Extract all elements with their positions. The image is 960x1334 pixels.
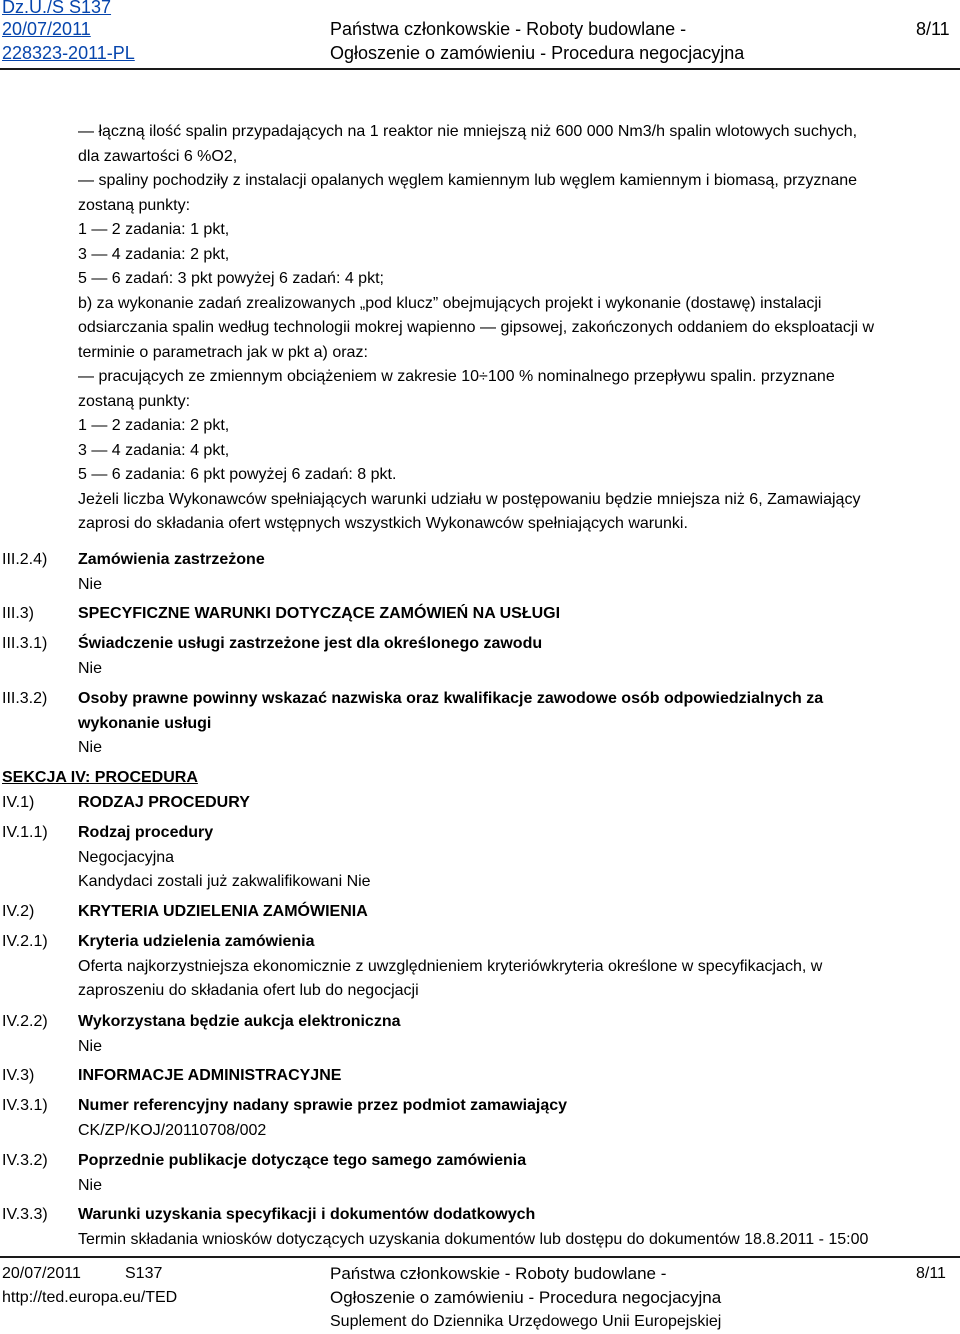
footer-page-number: 8/11 xyxy=(916,1265,946,1282)
section-value: Nie xyxy=(78,1176,103,1194)
section-heading: Kryteria udzielenia zamówienia xyxy=(78,933,315,950)
section-value: Nie xyxy=(78,1037,103,1055)
body-line: 1 — 2 zadania: 2 pkt, xyxy=(78,417,230,434)
footer-title-line2: Ogłoszenie o zamówieniu - Procedura negocjacyjna xyxy=(330,1288,722,1307)
section-heading: Warunki uzyskania specyfikacji i dokumentów dodatkowych xyxy=(78,1206,536,1223)
section-IV-2-2 xyxy=(78,1010,950,1059)
section-heading: Rodzaj procedury xyxy=(78,824,214,841)
section-IV-3-3 xyxy=(78,1203,950,1252)
section-IV-1-1 xyxy=(78,821,950,895)
body-line: terminie o parametrach jak w pkt a) oraz: xyxy=(78,343,368,361)
section-value: Nie xyxy=(78,659,103,677)
header-rule xyxy=(0,68,960,70)
body-line: 3 — 4 zadania: 4 pkt, xyxy=(78,441,230,459)
header-title-line2: Ogłoszenie o zamówieniu - Procedura negocjacyjna xyxy=(330,43,745,63)
section-label-IV-3-2: IV.3.2) xyxy=(2,1152,48,1169)
footer-title-line1: Państwa członkowskie - Roboty budowlane - xyxy=(330,1264,667,1283)
body-line: odsiarczania spalin według technologii mokrej wapienno — gipsowej, zakończonych oddaniem do eksploatacji w xyxy=(78,319,875,336)
criteria-text-block xyxy=(78,120,950,537)
footer-rule xyxy=(0,1256,960,1258)
header-title-line1: Państwa członkowskie - Roboty budowlane - xyxy=(330,19,687,39)
section-heading: Osoby prawne powinny wskazać nazwiska oraz kwalifikacje zawodowe osób odpowiedzialnych za xyxy=(78,690,824,707)
section-value: CK/ZP/KOJ/20110708/002 xyxy=(78,1121,267,1139)
section-label-III-3-1: III.3.1) xyxy=(2,635,48,652)
section-heading-III-3: SPECYFICZNE WARUNKI DOTYCZĄCE ZAMÓWIEŃ NA USŁUGI xyxy=(78,605,561,622)
section-heading: wykonanie usługi xyxy=(78,714,212,732)
body-line: — pracujących ze zmiennym obciążeniem w zakresie 10÷100 % nominalnego przepływu spalin. przyznane xyxy=(78,368,835,385)
section-value: Negocjacyjna xyxy=(78,848,175,866)
section-heading-IV-3: INFORMACJE ADMINISTRACYJNE xyxy=(78,1067,342,1084)
section-III-3-2 xyxy=(78,687,950,761)
section-heading: Zamówienia zastrzeżone xyxy=(78,551,265,568)
body-line: zaprosi do składania ofert wstępnych wszystkich Wykonawców spełniających warunki. xyxy=(78,515,688,532)
section-IV-3-2 xyxy=(78,1149,950,1198)
body-line: b) za wykonanie zadań zrealizowanych „pod klucz” obejmujących projekt i wykonanie (dostawę) instalacji xyxy=(78,294,822,312)
footer-supplement: Suplement do Dziennika Urzędowego Unii Europejskiej xyxy=(330,1313,722,1330)
footer-date: 20/07/2011 xyxy=(2,1265,81,1282)
section-label-IV-2-2: IV.2.2) xyxy=(2,1013,48,1030)
body-line: zostaną punkty: xyxy=(78,196,191,214)
body-line: — spaliny pochodziły z instalacji opalanych węglem kamiennym lub węglem kamiennym i biomasą, przyznane xyxy=(78,172,858,189)
section-III-3-1 xyxy=(78,632,950,681)
section-IV-2-1 xyxy=(78,930,950,1004)
section-extra: Kandydaci zostali już zakwalifikowani Nie xyxy=(78,873,371,890)
section-heading-IV-1: RODZAJ PROCEDURY xyxy=(78,794,250,811)
section-label-IV-3-3: IV.3.3) xyxy=(2,1206,48,1223)
footer-url-link[interactable]: http://ted.europa.eu/TED xyxy=(2,1289,178,1306)
body-line: 5 — 6 zadań: 3 pkt powyżej 6 zadań: 4 pkt; xyxy=(78,270,384,287)
body-line: 5 — 6 zadania: 6 pkt powyżej 6 zadań: 8 pkt. xyxy=(78,466,397,483)
section-label-IV-2: IV.2) xyxy=(2,903,35,920)
section-label-IV-1: IV.1) xyxy=(2,794,35,811)
notice-number-link[interactable]: 228323-2011-PL xyxy=(2,43,135,63)
section-label-III-3-2: III.3.2) xyxy=(2,690,48,707)
section-IV-3-1 xyxy=(78,1094,950,1143)
section-value: Termin składania wniosków dotyczących uzyskania dokumentów lub dostępu do dokumentów 18.8.2011 - 15:00 xyxy=(78,1230,869,1248)
section-value: zaproszeniu do składania ofert lub do negocjacji xyxy=(78,982,419,999)
section-heading: Poprzednie publikacje dotyczące tego samego zamówienia xyxy=(78,1152,527,1169)
body-line: Jeżeli liczba Wykonawców spełniających warunki udziału w postępowaniu będzie mniejsza niż 6, Zamawiający xyxy=(78,490,861,508)
section-III-2-4 xyxy=(78,548,950,597)
section-heading-IV-2: KRYTERIA UDZIELENIA ZAMÓWIENIA xyxy=(78,903,368,920)
section-value: Nie xyxy=(78,739,103,756)
section-value: Nie xyxy=(78,575,103,593)
body-line: — łączną ilość spalin przypadających na 1 reaktor nie mniejszą niż 600 000 Nm3/h spalin wlotowych suchych, xyxy=(78,123,858,140)
section-label-III-3: III.3) xyxy=(2,605,35,622)
body-line: 3 — 4 zadania: 2 pkt, xyxy=(78,245,230,263)
section-label-IV-2-1: IV.2.1) xyxy=(2,933,48,950)
header-page-number: 8/11 xyxy=(916,19,950,39)
body-line: zostaną punkty: xyxy=(78,392,191,410)
section-label-IV-3-1: IV.3.1) xyxy=(2,1097,48,1114)
journal-ref-link[interactable]: Dz.U./S S137 xyxy=(2,0,112,17)
section-heading: Świadczenie usługi zastrzeżone jest dla określonego zawodu xyxy=(78,635,543,652)
section-label-IV-1-1: IV.1.1) xyxy=(2,824,48,841)
header-date: 20/07/2011 xyxy=(2,19,91,39)
section-label-III-2-4: III.2.4) xyxy=(2,551,48,568)
section-title-IV: SEKCJA IV: PROCEDURA xyxy=(2,769,198,786)
section-label-IV-3: IV.3) xyxy=(2,1067,35,1084)
section-heading: Wykorzystana będzie aukcja elektroniczna xyxy=(78,1013,401,1030)
section-heading: Numer referencyjny nadany sprawie przez podmiot zamawiający xyxy=(78,1097,568,1114)
footer-issue: S137 xyxy=(125,1265,163,1282)
section-value: Oferta najkorzystniejsza ekonomicznie z uwzględnieniem kryteriówkryteria określone w specyfikacjach, w xyxy=(78,957,823,975)
body-line: 1 — 2 zadania: 1 pkt, xyxy=(78,221,230,238)
body-line: dla zawartości 6 %O2, xyxy=(78,147,238,165)
